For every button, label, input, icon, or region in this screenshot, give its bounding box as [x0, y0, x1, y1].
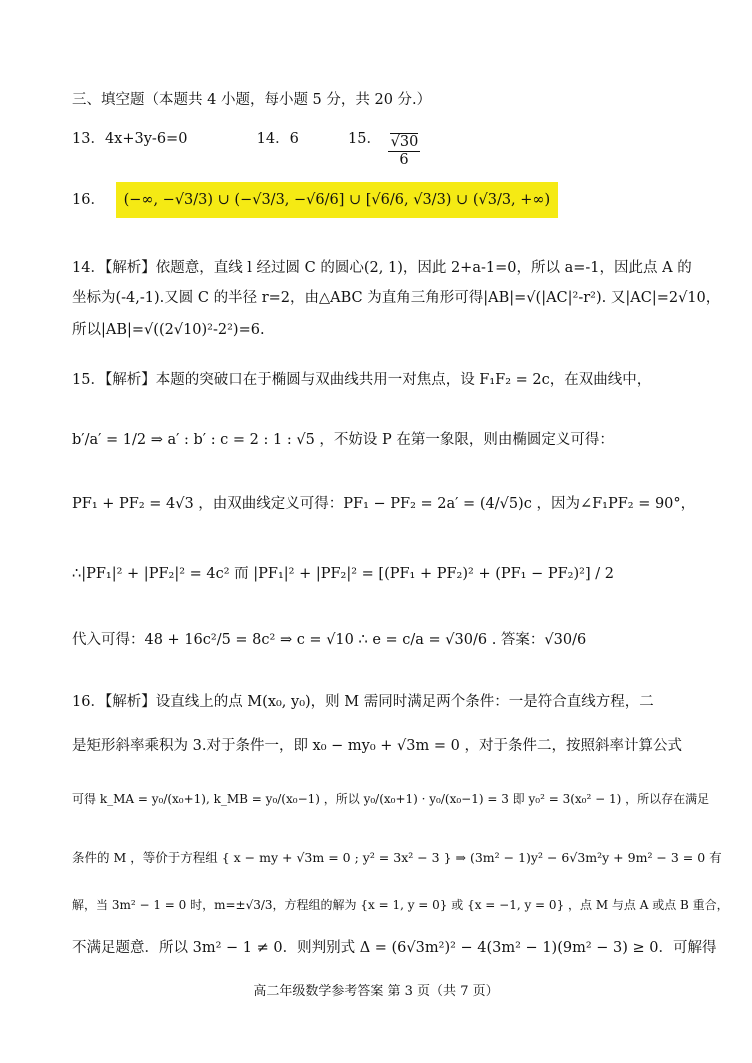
solution-16-line-3: 可得 k_MA = y₀/(x₀+1), k_MB = y₀/(x₀−1) ，所以 y₀/(x₀+1) · y₀/(x₀−1) = 3 即 y₀² = 3(x₀² − 1) ，所以存在满足: [72, 792, 710, 806]
answer-16-highlight: [116, 182, 559, 218]
answer-15-fraction: √ $\frac{30}{6}$: [388, 134, 421, 168]
solution-14-line-2: 坐标为(-4,-1).又圆 C 的半径 r=2，由△ABC 为直角三角形可得|AB|=√(|AC|²-r²). 又|AC|=2√10，: [72, 290, 721, 306]
answer-13: 13．4x+3y-6=0: [72, 131, 188, 148]
answer-16-expression: (−∞, −√3/3) ∪ (−√3/3, −√6/6] ∪ [√6/6, √3/3) ∪ (√3/3, +∞): [123, 192, 551, 208]
solution-15-line-2: b′/a′ = 1/2 ⇒ a′ : b′ : c = 2 : 1 : √5 ，不妨设 P 在第一象限，则由椭圆定义可得：: [72, 432, 614, 448]
solution-16-line-1: 16．【解析】设直线上的点 M(x₀, y₀)，则 M 需同时满足两个条件：一是符合直线方程，二: [72, 694, 654, 710]
solution-16-line-6: 不满足题意．所以 3m² − 1 ≠ 0．则判别式 Δ = (6√3m²)² − 4(3m² − 1)(9m² − 3) ≥ 0．可解得: [72, 940, 717, 956]
page-footer: 高二年级数学参考答案 第 3 页（共 7 页）: [253, 984, 499, 999]
solution-16-line-2: 是矩形斜率乘积为 3.对于条件一，即 x₀ − my₀ + √3m = 0 ，对于条件二，按照斜率计算公式: [72, 738, 682, 754]
solution-14-line-3: 所以|AB|=√((2√10)²-2²)=6.: [72, 322, 265, 338]
solution-15-line-1: 15．【解析】本题的突破口在于椭圆与双曲线共用一对焦点，设 F₁F₂ = 2c，在双曲线中，: [72, 372, 652, 388]
answer-row-13-15: [72, 122, 422, 168]
solution-15-line-4: ∴|PF₁|² + |PF₂|² = 4c² 而 |PF₁|² + |PF₂|² = [(PF₁ + PF₂)² + (PF₁ − PF₂)²] / 2: [72, 566, 614, 582]
answer-row-16: [72, 182, 558, 218]
answer-14: 14．6: [256, 131, 299, 148]
solution-15-line-3: PF₁ + PF₂ = 4√3 ，由双曲线定义可得：PF₁ − PF₂ = 2a′ = (4/√5)c ，因为∠F₁PF₂ = 90°，: [72, 496, 696, 512]
answer-15-label: 15．: [348, 131, 381, 148]
solution-15-line-5: 代入可得：48 + 16c²/5 = 8c² ⇒ c = √10 ∴ e = c/a = √30/6 . 答案：√30/6: [72, 632, 587, 648]
solution-16-line-4: 条件的 M ，等价于方程组 { x − my + √3m = 0 ; y² = 3x² − 3 } ⇒ (3m² − 1)y² − 6√3m²y + 9m² − 3 = 0 有: [72, 850, 722, 865]
solution-16-line-5: 解，当 3m² − 1 = 0 时，m=±√3/3，方程组的解为 {x = 1, y = 0} 或 {x = −1, y = 0} ，点 M 与点 A 或点 B 重合，: [72, 898, 729, 912]
section-title: 三、填空题（本题共 4 小题，每小题 5 分，共 20 分.）: [72, 92, 432, 108]
solution-14-line-1: 14．【解析】依题意，直线 l 经过圆 C 的圆心(2, 1)，因此 2+a-1=0，所以 a=-1，因此点 A 的: [72, 260, 692, 276]
answer-16-label: 16．: [72, 192, 105, 208]
